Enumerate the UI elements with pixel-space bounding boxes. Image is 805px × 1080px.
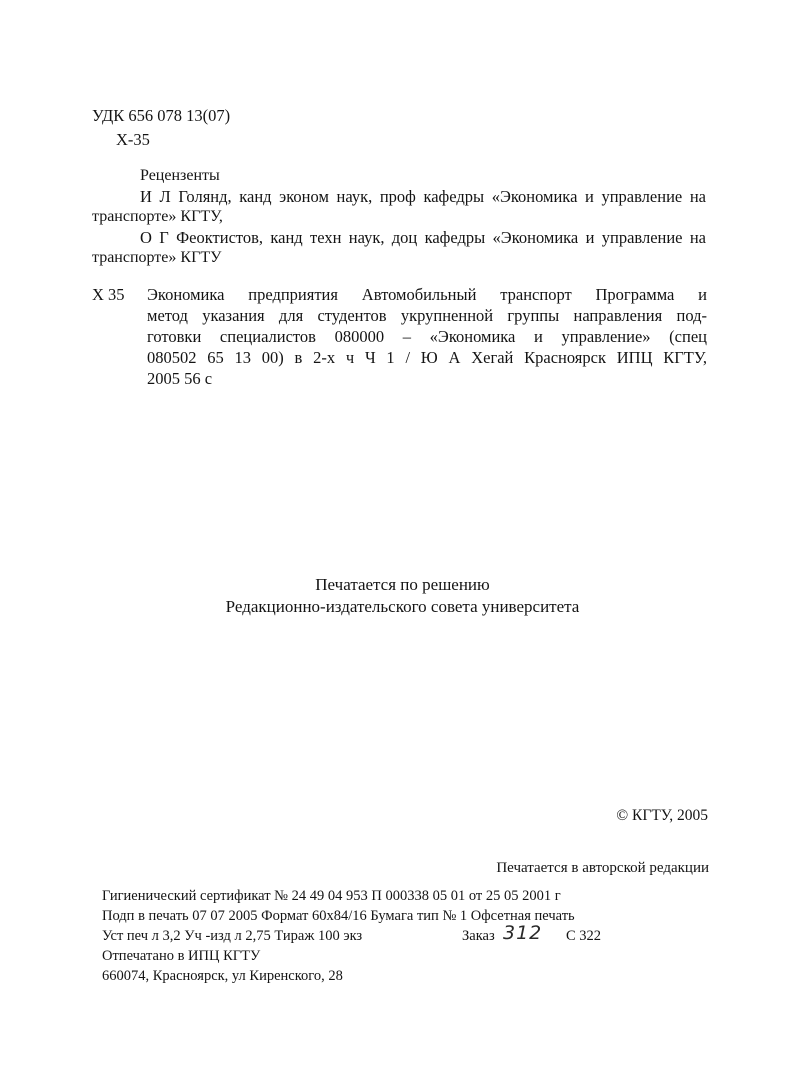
udk-code: УДК 656 078 13(07) — [92, 106, 231, 125]
reviewers-title: Рецензенты — [140, 167, 220, 184]
annotation-code: Х 35 — [92, 285, 125, 304]
reviewer-2-line-1: О Г Феоктистов, канд техн наук, доц кафедры «Экономика и управление на — [140, 228, 706, 247]
imprint-volume-row — [102, 922, 642, 946]
order-number-handwritten: 312 — [503, 922, 543, 944]
reviewer-1-line-2: транспорте» КГТУ, — [92, 208, 223, 225]
annotation-line: Экономика предприятия Автомобильный транспорт Программа и — [147, 285, 707, 304]
annotation-text — [147, 284, 707, 389]
order-label: Заказ — [462, 928, 495, 944]
imprint-certificate: Гигиенический сертификат № 24 49 04 953 П 000338 05 01 от 25 05 2001 г — [102, 888, 561, 904]
publication-note-line-2: Редакционно-издательского совета университета — [225, 597, 580, 616]
imprint-address: 660074, Красноярск, ул Киренского, 28 — [102, 968, 343, 984]
reviewer-1-line-1: И Л Голянд, канд эконом наук, проф кафедры «Экономика и управление на — [140, 187, 706, 206]
author-edition-note: Печатается в авторской редакции — [496, 860, 709, 876]
annotation-line: метод указания для студентов укрупненной группы направления под- — [147, 306, 707, 325]
publication-note-line-1: Печатается по решению — [315, 575, 490, 594]
library-code: Х-35 — [116, 130, 150, 149]
reviewer-2-line-2: транспорте» КГТУ — [92, 249, 222, 266]
annotation-line: готовки специалистов 080000 – «Экономика и управление» (спец — [147, 327, 707, 346]
annotation-line: 080502 65 13 00) в 2-х ч Ч 1 / Ю А Хегай Красноярск ИПЦ КГТУ, — [147, 348, 707, 367]
order-code: С 322 — [566, 928, 602, 944]
imprint-volume: Уст печ л 3,2 Уч -изд л 2,75 Тираж 100 экз — [102, 928, 363, 944]
annotation-line: 2005 56 с — [147, 369, 213, 388]
imprint-print-details: Подп в печать 07 07 2005 Формат 60х84/16 Бумага тип № 1 Офсетная печать — [102, 908, 575, 924]
imprint-printed-at: Отпечатано в ИПЦ КГТУ — [102, 948, 261, 964]
imprint-block — [102, 886, 642, 986]
copyright: © КГТУ, 2005 — [616, 807, 708, 824]
